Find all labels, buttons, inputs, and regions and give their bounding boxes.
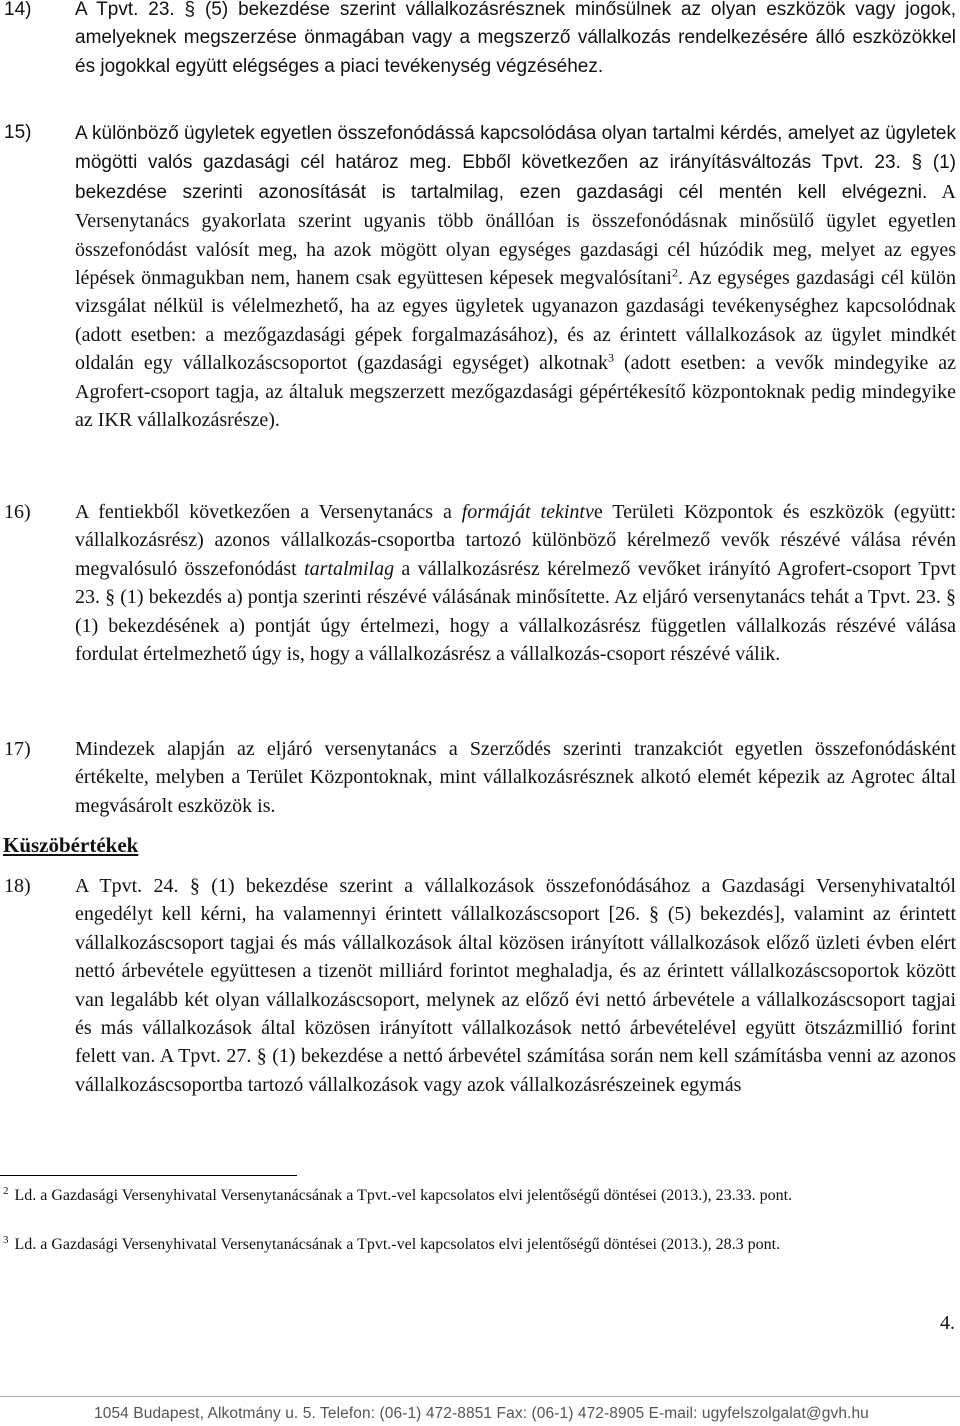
paragraph-number: 16)	[4, 501, 31, 523]
footnote-ref[interactable]: 3	[608, 350, 615, 365]
italic-text: tartalmilag	[304, 557, 395, 580]
paragraph-text	[75, 119, 956, 434]
paragraph-text: A Tpvt. 23. § (5) bekezdése szerint vállalkozásrésznek minősülnek az olyan eszközök vagy jogok, amelyeknek megszerzése önmagában vagy a megszerző vállalkozás rendelkezésére álló eszközökkel és jogokkal együtt elégséges a piaci tevékenység végzéséhez.	[75, 0, 956, 77]
footer-separator	[0, 1396, 960, 1397]
paragraph-16	[0, 498, 956, 668]
paragraph-number: 18)	[4, 875, 31, 897]
paragraph-text-part: a vállalkozásrész kérelmező vevőket irányító Agrofert-csoport Tpvt 23. § (1) bekezdés a) pontja szerinti részévé válásának minősítette. Az eljáró versenytanács tehát a Tpvt. 23. § (1) bekezdésének a) pontját úgy értelmezi, hogy a vállalkozásrész független vállalkozás részévé válása fordulat értelmezhető úgy is, hogy a vállalkozásrész a vállalkozás-csoport részévé válik.	[75, 557, 956, 666]
paragraph-15	[0, 119, 956, 434]
footnote-3	[3, 1232, 956, 1257]
footnote-text: Ld. a Gazdasági Versenyhivatal Versenytanácsának a Tpvt.-vel kapcsolatos elvi jelentőségű döntései (2013.), 23.33. pont.	[14, 1187, 793, 1204]
paragraph-number: 14)	[4, 0, 32, 20]
paragraph-text	[75, 498, 956, 668]
italic-text: formáját tekintv	[461, 501, 594, 523]
paragraph-text: A Tpvt. 24. § (1) bekezdése szerint a vállalkozások összefonódásához a Gazdasági Versenyhivataltól engedélyt kell kérni, ha valamennyi érintett vállalkozáscsoport [26. § (5) bekezdés], valamint az érintett vállalkozáscsoport tagjai és más vállalkozások által közösen irányított vállalkozások előző üzleti évben elért nettó árbevétele együttesen a tizenöt milliárd forintot meghaladja, és az érintett vállalkozáscsoportok között van legalább két olyan vállalkozáscsoport, melynek az előző évi nettó árbevétele a vállalkozáscsoport tagjai és más vállalkozások által közösen irányított vállalkozások nettó árbevételével együtt ötszázmillió forint felett van. A Tpvt. 27. § (1) bekezdése a nettó árbevétel számítása során nem kell számításba venni az azonos vállalkozáscsoportba tartozó vállalkozások vagy azok vállalkozásrészeinek egymás	[75, 875, 956, 1096]
footnote-2	[3, 1183, 956, 1208]
paragraph-14	[0, 0, 956, 81]
footnote-separator	[0, 1175, 297, 1176]
paragraph-text-part: A Versenytanács gyakorlata szerint ugyanis több önállóan is összefonódásnak minősülő ügylet egyetlen összefonódást valósít meg, ha azok mögött olyan egységes gazdasági cél húzódik meg, melyet az egyes lépések önmagukban nem, hanem csak együttesen képesek megvalósítani	[75, 180, 956, 290]
footnote-ref[interactable]: 2	[671, 265, 678, 280]
footnote-mark: 3	[3, 1233, 9, 1246]
paragraph-text: Mindezek alapján az eljáró versenytanács a Szerződés szerinti tranzakciót egyetlen összefonódásként értékelte, melyben a Terület Központoknak, mint vállalkozásrésznek alkotó elemét képezik az Agrotec által megvásárolt eszközök is.	[75, 738, 956, 817]
footnote-text: Ld. a Gazdasági Versenyhivatal Versenytanácsának a Tpvt.-vel kapcsolatos elvi jelentőségű döntései (2013.), 28.3 pont.	[14, 1236, 781, 1253]
paragraph-number: 15)	[4, 122, 32, 143]
paragraph-18	[0, 872, 956, 1099]
paragraph-17	[0, 735, 956, 820]
page-number: 4.	[940, 1312, 955, 1334]
page-footer: 1054 Budapest, Alkotmány u. 5. Telefon: (06-1) 472-8851 Fax: (06-1) 472-8905 E-mail: ugyfelszolgalat@gvh.hu	[94, 1405, 869, 1422]
paragraph-number: 17)	[4, 738, 31, 760]
paragraph-text-part: . Az egységes gazdasági cél külön vizsgálat nélkül is vélelmezhető, ha az egyes ügyletek ugyanazon gazdasági tevékenységhez kapcsolódnak (adott esetben: a mezőgazdasági gépek forgalmazásához), és az érintett vállalkozások az ügylet mindkét oldalán egy vállalkozáscsoportot (gazdasági egységet) alkotnak	[75, 267, 956, 375]
paragraph-text-part: e Területi Központok és eszközök (együtt: vállalkozásrész) azonos vállalkozás-csoportba tartozó különböző kérelmező vevők részévé válása révén megvalósuló összefonódást	[75, 501, 956, 580]
footnote-mark: 2	[3, 1184, 9, 1197]
paragraph-text-part: (adott esetben: a vevők mindegyike az Agrofert-csoport tagja, az általuk megszerzett mezőgazdasági gépértékesítő központoknak pedig mindegyike az IKR vállalkozásrésze).	[75, 352, 956, 432]
section-heading: Küszöbértékek	[3, 833, 139, 857]
paragraph-text-part: A fentiekből következően a Versenytanács a	[75, 501, 462, 523]
paragraph-text-sans: A különböző ügyletek egyetlen összefonódássá kapcsolódása olyan tartalmi kérdés, amelyet az ügyletek mögötti valós gazdasági cél határoz meg. Ebből következően az irányításváltozás Tpvt. 23. § (1) bekezdése szerinti azonosítását is tartalmilag, ezen gazdasági cél mentén kell elvégezni.	[75, 123, 956, 203]
